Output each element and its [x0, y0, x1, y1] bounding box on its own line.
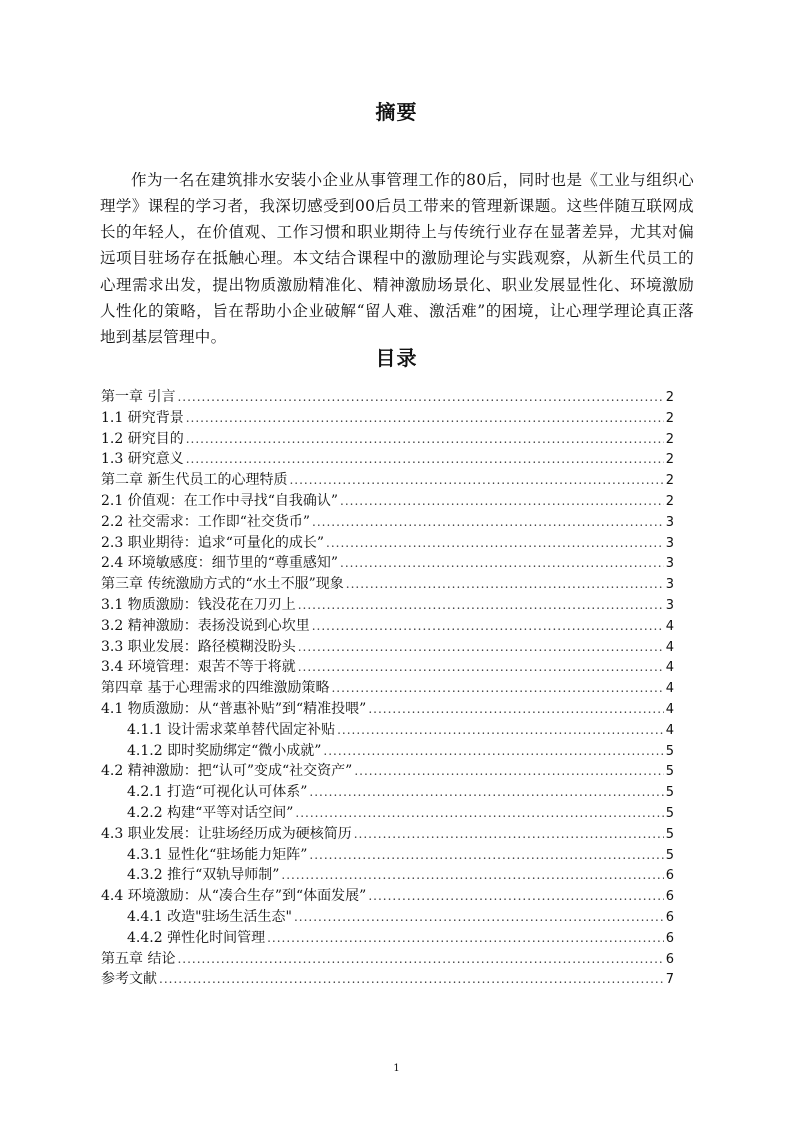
toc-entry-page: 4 — [665, 701, 674, 717]
toc-leader-dots — [186, 449, 664, 470]
toc-entry[interactable] — [101, 429, 674, 450]
toc-leader-dots — [159, 969, 664, 990]
toc-leader-dots — [186, 429, 664, 450]
toc-entry[interactable] — [101, 741, 674, 762]
toc-entry-label: 3.2 精神激励：表扬没说到心坎里 — [101, 617, 310, 634]
toc-entry-page: 3 — [665, 597, 674, 613]
toc-entry-page: 6 — [665, 868, 674, 884]
toc-entry-label: 2.1 价值观：在工作中寻找“自我确认” — [101, 492, 339, 509]
toc-entry[interactable] — [101, 699, 674, 720]
toc-entry-label: 2.4 环境敏感度：细节里的“尊重感知” — [101, 555, 339, 572]
toc-entry-label: 第三章 传统激励方式的“水土不服”现象 — [101, 576, 344, 593]
toc-entry-label: 3.4 环境管理：艰苦不等于将就 — [101, 659, 296, 676]
toc-entry-page: 2 — [665, 431, 674, 447]
toc-entry-page: 2 — [665, 410, 674, 426]
toc-leader-dots — [312, 616, 664, 637]
toc-entry[interactable] — [101, 449, 674, 470]
toc-leader-dots — [340, 491, 664, 512]
toc-leader-dots — [331, 678, 663, 699]
toc-entry[interactable] — [101, 408, 674, 429]
toc-entry-page: 6 — [665, 889, 674, 905]
toc-entry[interactable] — [101, 761, 674, 782]
toc-entry[interactable] — [101, 616, 674, 637]
toc-leader-dots — [337, 720, 664, 741]
toc-entry-label: 2.2 社交需求：工作即“社交货币” — [101, 513, 311, 530]
toc-entry[interactable] — [101, 553, 674, 574]
toc-entry-label: 4.2.2 构建“平等对话空间” — [127, 804, 294, 821]
toc-entry-page: 6 — [665, 951, 674, 967]
toc-leader-dots — [298, 657, 664, 678]
toc-entry-label: 4.4.2 弹性化时间管理 — [127, 929, 266, 946]
abstract-title: 摘要 — [375, 100, 418, 124]
toc-entry-page: 5 — [665, 826, 674, 842]
toc-entry-label: 4.1.2 即时奖励绑定“微小成就” — [127, 742, 322, 759]
toc-leader-dots — [281, 865, 663, 886]
toc-entry-label: 4.1.1 设计需求菜单替代固定补贴 — [127, 721, 336, 738]
toc-entry[interactable] — [101, 491, 674, 512]
toc-leader-dots — [309, 782, 663, 803]
toc-leader-dots — [368, 699, 663, 720]
toc-entry[interactable] — [101, 678, 674, 699]
toc-entry-page: 4 — [665, 681, 674, 697]
toc-entry[interactable] — [101, 533, 674, 554]
toc-entry[interactable] — [101, 928, 674, 949]
toc-entry[interactable] — [101, 782, 674, 803]
toc-leader-dots — [298, 595, 664, 616]
toc-entry[interactable] — [101, 387, 674, 408]
toc-entry[interactable] — [101, 574, 674, 595]
toc-entry-page: 3 — [665, 556, 674, 572]
toc-entry-page: 2 — [665, 390, 674, 405]
toc-title: 目录 — [375, 346, 418, 370]
toc-leader-dots — [295, 803, 663, 824]
toc-leader-dots — [346, 574, 664, 595]
toc-entry-label: 4.3.2 推行“双轨导师制” — [127, 867, 280, 884]
toc-leader-dots — [326, 533, 664, 554]
toc-entry[interactable] — [101, 720, 674, 741]
toc-leader-dots — [340, 553, 664, 574]
toc-entry-label: 1.3 研究意义 — [101, 451, 184, 468]
toc-entry-page: 2 — [665, 473, 674, 489]
toc-entry-page: 6 — [665, 930, 674, 946]
toc-entry-label: 4.2.1 打造“可视化认可体系” — [127, 784, 308, 801]
toc-entry[interactable] — [101, 637, 674, 658]
toc-entry[interactable] — [101, 470, 674, 491]
toc-entry[interactable] — [101, 824, 674, 845]
toc-entry-label: 4.4.1 改造"驻场生活生态" — [127, 908, 292, 925]
toc-entry-label: 1.1 研究背景 — [101, 409, 184, 426]
toc-leader-dots — [267, 928, 664, 949]
toc-entry-label: 第二章 新生代员工的心理特质 — [101, 472, 288, 489]
toc-leader-dots — [298, 637, 664, 658]
toc-entry-page: 3 — [665, 577, 674, 593]
toc-leader-dots — [177, 387, 663, 408]
toc-leader-dots — [177, 949, 663, 970]
toc-entry-page: 2 — [665, 452, 674, 468]
toc-leader-dots — [289, 470, 663, 491]
toc-entry-page: 5 — [665, 785, 674, 801]
toc-entry-page: 3 — [665, 514, 674, 530]
toc-entry-page: 5 — [665, 764, 674, 780]
toc-entry-page: 7 — [665, 972, 674, 988]
toc-entry[interactable] — [101, 907, 674, 928]
toc-entry[interactable] — [101, 949, 674, 970]
toc-entry[interactable] — [101, 512, 674, 533]
toc-entry-label: 4.3.1 显性化“驻场能力矩阵” — [127, 846, 308, 863]
toc-entry-page: 4 — [665, 618, 674, 634]
toc-entry-label: 3.3 职业发展：路径模糊没盼头 — [101, 638, 296, 655]
toc-entry-label: 第四章 基于心理需求的四维激励策略 — [101, 680, 330, 697]
toc-entry[interactable] — [101, 886, 674, 907]
toc-entry[interactable] — [101, 845, 674, 866]
toc-entry-label: 1.2 研究目的 — [101, 430, 184, 447]
toc-entry[interactable] — [101, 595, 674, 616]
toc-leader-dots — [354, 761, 663, 782]
toc-entry[interactable] — [101, 803, 674, 824]
page-number: 1 — [393, 1063, 400, 1074]
table-of-contents — [101, 387, 674, 990]
toc-entry[interactable] — [101, 657, 674, 678]
toc-entry-label: 3.1 物质激励：钱没花在刀刃上 — [101, 596, 296, 613]
toc-entry-page: 4 — [665, 639, 674, 655]
toc-entry-label: 第一章 引言 — [101, 389, 176, 405]
toc-leader-dots — [186, 408, 664, 429]
toc-leader-dots — [323, 741, 663, 762]
toc-entry-label: 第五章 结论 — [101, 950, 176, 967]
toc-leader-dots — [309, 845, 663, 866]
toc-entry[interactable] — [101, 865, 674, 886]
toc-entry-page: 6 — [665, 909, 674, 925]
toc-entry-page: 2 — [665, 493, 674, 509]
toc-entry-page: 3 — [665, 535, 674, 551]
toc-entry-label: 4.3 职业发展：让驻场经历成为硬核简历 — [101, 825, 352, 842]
toc-entry-page: 4 — [665, 660, 674, 676]
toc-entry-page: 5 — [665, 805, 674, 821]
toc-entry-label: 4.2 精神激励：把“认可”变成“社交资产” — [101, 763, 353, 780]
toc-leader-dots — [294, 907, 664, 928]
toc-leader-dots — [368, 886, 663, 907]
toc-entry-label: 4.4 环境激励：从“凑合生存”到“体面发展” — [101, 888, 367, 905]
toc-entry-label: 4.1 物质激励：从“普惠补贴”到“精准投喂” — [101, 700, 367, 717]
toc-entry-page: 5 — [665, 847, 674, 863]
toc-entry[interactable] — [101, 969, 674, 990]
toc-entry-page: 4 — [665, 722, 674, 738]
toc-entry-page: 5 — [665, 743, 674, 759]
abstract-body: 作为一名在建筑排水安装小企业从事管理工作的80后，同时也是《工业与组织心理学》课程的学习者，我深切感受到00后员工带来的管理新课题。这些伴随互联网成长的年轻人，在价值观、工作习惯和职业期待上与传统行业存在显著差异，尤其对偏远项目驻场存在抵触心理。本文结合课程中的激励理论与实践观察，从新生代员工的心理需求出发，提出物质激励精准化、精神激励场景化、职业发展显性化、环境激励人性化的策略，旨在帮助小企业破解“留人难、激活难”的困境，让心理学理论真正落地到基层管理中。 — [100, 170, 694, 347]
toc-leader-dots — [354, 824, 664, 845]
toc-entry-label: 2.3 职业期待：追求“可量化的成长” — [101, 534, 325, 551]
toc-entry-label: 参考文献 — [101, 971, 157, 988]
toc-leader-dots — [312, 512, 664, 533]
